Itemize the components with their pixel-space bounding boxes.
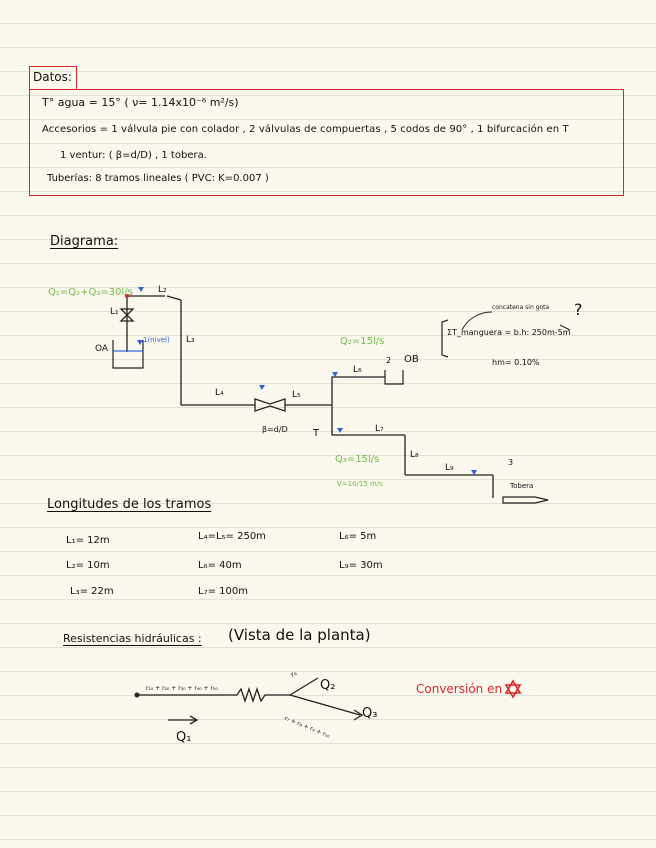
note-cont: concatena sin gota [492,304,550,311]
node-2: 2 [386,356,392,365]
pump-label: OA [95,344,109,354]
length-item: L₉= 30m [339,560,383,571]
ob-label: OB [404,354,419,365]
label-l2: L₂ [158,285,167,295]
tuberias-line: Tuberías: 8 tramos lineales ( PVC: K=0.007 ) [47,173,269,184]
t-label: T [313,428,320,439]
length-item: L₃= 22m [70,586,114,597]
resistance-zigzag [237,689,290,701]
temp-line: T° agua = 15° ( ν= 1.14x10⁻⁶ m²/s) [42,96,239,109]
q2-branch-label: Q₂ [320,678,336,693]
resistance-left-sequence: r₁₀ + r₂₀ + r₃₀ + r₄₀ + r₅₀ [146,685,218,692]
accesorios-line1: Accesorios = 1 válvula pie con colador , 2 válvulas de compuertas , 5 codos de 90° , 1 bifurcación en T [42,124,569,135]
tank-ob [385,370,403,384]
length-item: L₆= 40m [198,560,242,571]
label-l9: L₉ [445,463,454,473]
branch-upper [290,678,318,695]
resistance-upper-branch: r₆ [289,669,299,679]
v-label: V=10/15 m/s [337,480,383,488]
q1-label: Q₁ [176,730,192,745]
label-l7: L₇ [375,424,384,434]
diagrama-heading: Diagrama: [50,234,119,249]
label-l8: L₈ [410,450,419,460]
longitudes-heading: Longitudes de los tramos [47,497,212,512]
length-item: L₁= 12m [66,535,110,546]
node-3: 3 [508,458,514,467]
pipe-l7 [332,405,405,435]
datos-heading: Datos: [33,70,72,84]
branch-lower [290,695,360,715]
length-item: L₆= 5m [339,531,377,542]
conversion-note: Conversión en [416,682,503,696]
flow-left-label: Q₁=Q₂+Q₃=30l/s [48,287,133,298]
level-markers [137,287,477,475]
note-percent: hm= 0.10% [492,358,540,367]
tank-left [113,340,143,368]
nozzle-icon [503,497,548,503]
length-item: L₄=L₅= 250m [198,531,266,542]
pipe-l6 [332,377,385,405]
question-mark: ? [574,300,583,319]
note-formula: ΣT_manguera = b.h: 250m-5m [447,328,571,337]
tobera-label: Tobera [510,482,534,490]
resistencias-heading: Resistencias hidráulicas : [63,632,202,645]
label-l5: L₅ [292,390,301,400]
accesorios-line2: 1 ventur: ( β=d/D) , 1 tobera. [60,150,207,161]
label-l1: L₁ [110,307,119,317]
q3-label: Q₃=15l/s [335,454,380,465]
length-item: L₇= 100m [198,586,248,597]
star-icon [506,681,520,697]
label-l3: L₃ [186,335,195,345]
venturi-icon [255,399,285,411]
resistencias-subtitle: (Vista de la planta) [228,626,371,644]
level-label: 1(nivel) [143,336,170,344]
label-l6: L₆ [353,365,362,375]
venturi-label: β=d/D [262,425,288,434]
resistance-lower-branch: r₇ + r₈ + r₉ + r₁₀ [283,715,331,740]
q3-branch-label: Q₃ [362,706,378,721]
length-item: L₂= 10m [66,560,110,571]
label-l4: L₄ [215,388,224,398]
q2-label: Q₂=15l/s [340,336,385,347]
